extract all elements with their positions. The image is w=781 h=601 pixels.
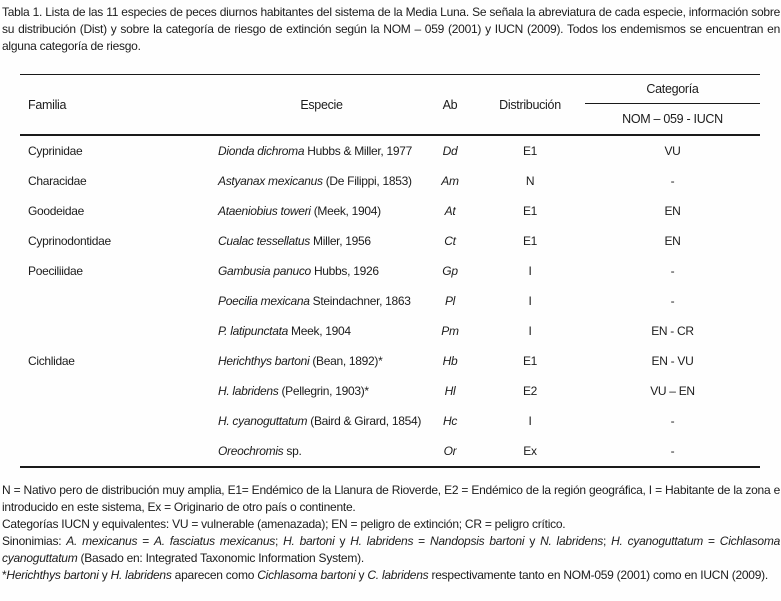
category-cell: - [670,444,675,458]
familia-cell: Cyprinodontidae [28,234,111,248]
especie-cell: Gambusia panuco Hubbs, 1926 [218,264,379,278]
col-header-especie: Especie [300,97,343,112]
category-cell: - [670,264,675,278]
distribution-cell: E1 [522,234,538,248]
especie-cell: H. labridens (Pellegrin, 1903)* [218,384,369,398]
abbreviation-cell: Hl [444,384,456,398]
col-header-nom-iucn: NOM – 059 - IUCN [622,112,723,126]
category-cell: - [670,174,675,188]
abbreviation-cell: Am [441,174,459,188]
especie-cell: Poecilia mexicana Steindachner, 1863 [218,294,411,308]
abbreviation-cell: At [444,204,456,218]
table-row [20,226,760,256]
footnote: Sinonimias: A. mexicanus = A. fasciatus mexicanus; H. bartoni y H. labridens = Nandopsis bartoni y N. labridens; H. cyanoguttatum = Cichlasoma cyanoguttatum (Basado en: Integrated Taxonomic Information System). [2,534,780,565]
especie-cell: Cualac tessellatus Miller, 1956 [218,234,371,248]
especie-cell: Dionda dichroma Hubbs & Miller, 1977 [218,144,412,158]
category-cell: - [670,294,675,308]
distribution-cell: E1 [522,354,538,368]
distribution-cell: E1 [522,144,538,158]
familia-cell [20,406,218,436]
category-cell: VU – EN [650,384,695,398]
footnote: Categorías IUCN y equivalentes: VU = vulnerable (amenazada); EN = peligro de extinción; CR = peligro crítico. [2,517,566,531]
species-name: Ataeniobius toweri [218,204,311,218]
table-row [20,196,760,226]
familia-cell: Poeciliidae [28,264,83,278]
distribution-cell: I [528,324,532,338]
species-name: H. cyanoguttatum [218,414,308,428]
familia-cell [20,436,218,467]
table-row [20,346,760,376]
category-cell: EN - CR [651,324,694,338]
table-caption: Tabla 1. Lista de las 11 especies de peces diurnos habitantes del sistema de la Media Luna. Se señala la abreviatura de cada especie, información sobre su distribución (Dist) y sobre la categoría de riesgo de extinción según la NOM – 059 (2001) y IUCN (2009). Todos los endemismos se encuentran en alguna categoría de riesgo. [2,5,780,53]
especie-cell: P. latipunctata Meek, 1904 [218,324,351,338]
distribution-cell: I [528,264,532,278]
species-name: Herichthys bartoni [218,354,310,368]
abbreviation-cell: Hc [442,414,458,428]
species-table [20,74,760,468]
table-row [20,406,760,436]
especie-cell: Oreochromis sp. [218,444,302,458]
abbreviation-cell: Pl [444,294,456,308]
table-body [20,135,760,467]
footnotes [0,482,781,584]
familia-cell [20,316,218,346]
table-row [20,376,760,406]
table-row [20,286,760,316]
abbreviation-cell: Dd [442,144,458,158]
species-name: P. latipunctata [218,324,289,338]
especie-cell: Ataeniobius toweri (Meek, 1904) [218,204,381,218]
distribution-cell: I [528,414,532,428]
abbreviation-cell: Ct [444,234,456,248]
familia-cell: Goodeidae [28,204,85,218]
species-name: Oreochromis [218,444,284,458]
category-cell: VU [664,144,681,158]
table-row [20,166,760,196]
abbreviation-cell: Or [443,444,457,458]
table-row [20,316,760,346]
familia-cell [20,376,218,406]
distribution-cell: Ex [523,444,537,458]
species-name: H. labridens [218,384,279,398]
col-header-familia: Familia [28,97,67,112]
table-header [20,75,760,136]
category-cell: - [670,414,675,428]
table-row [20,256,760,286]
distribution-cell: E2 [522,384,538,398]
footnote: N = Nativo pero de distribución muy amplia, E1= Endémico de la Llanura de Rioverde, E2 = Endémico de la región geográfica, I = Habitante de la zona e introducido en este sistema, Ex = Originario de otro país o continente. [2,483,780,514]
familia-cell: Characidae [28,174,87,188]
species-name: Astyanax mexicanus [218,174,323,188]
abbreviation-cell: Gp [442,264,458,278]
especie-cell: Astyanax mexicanus (De Filippi, 1853) [218,174,412,188]
distribution-cell: I [528,294,532,308]
table-row [20,436,760,467]
especie-cell: H. cyanoguttatum (Baird & Girard, 1854) [218,414,422,428]
category-cell: EN [664,204,681,218]
category-cell: EN - VU [651,354,694,368]
col-header-distribucion: Distribución [499,97,561,112]
familia-cell: Cichlidae [28,354,75,368]
species-name: Dionda dichroma [218,144,305,158]
category-cell: EN [664,234,681,248]
distribution-cell: E1 [522,204,538,218]
species-name: Poecilia mexicana [218,294,310,308]
col-header-ab: Ab [442,97,458,112]
abbreviation-cell: Hb [442,354,458,368]
col-header-categoria: Categoría [585,75,760,104]
distribution-cell: N [525,174,535,188]
especie-cell: Herichthys bartoni (Bean, 1892)* [218,354,383,368]
abbreviation-cell: Pm [441,324,459,338]
species-name: Gambusia panuco [218,264,311,278]
table-row [20,135,760,166]
species-name: Cualac tessellatus [218,234,310,248]
familia-cell: Cyprinidae [28,144,83,158]
footnote: *Herichthys bartoni y H. labridens aparecen como Cichlasoma bartoni y C. labridens respectivamente tanto en NOM-059 (2001) como en IUCN (2009). [2,568,768,582]
familia-cell [20,286,218,316]
